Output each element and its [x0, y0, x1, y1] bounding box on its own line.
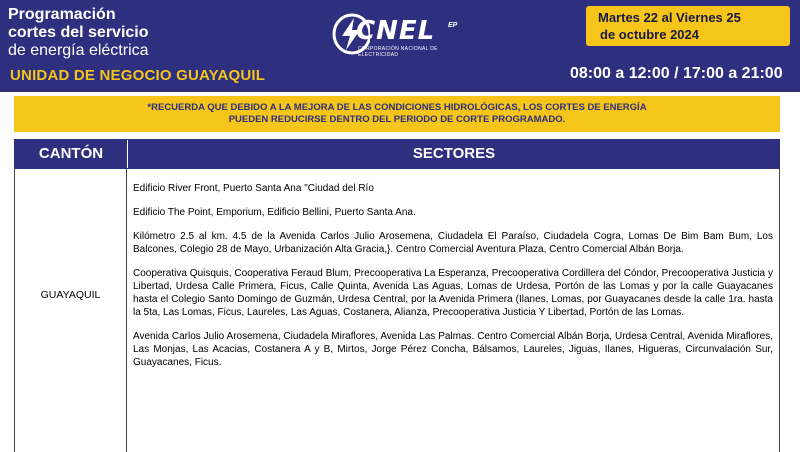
date-line-2: de octubre 2024: [600, 27, 699, 42]
title-line-2: cortes del servicio: [8, 24, 149, 41]
sector-paragraph: Edificio River Front, Puerto Santa Ana "Ciudad del Río: [133, 183, 374, 194]
cnel-logo: [330, 12, 470, 58]
sector-paragraph: Avenida Carlos Julio Arosemena, Ciudadela Miraflores, Avenida Las Palmas. Centro Comercial Albán Borja, Urdesa Central, Avenida Miraflores, Las Monjas, Las Acacias, Costanera A y B, Mirtos, Jorge Pérez Concha, Bálsamos, Laureles, Jiguas, Ilanes, Higueras, Circunvalación Sur, Guayacanes, Ficus.: [133, 331, 773, 368]
sectores-cell: [133, 182, 773, 380]
time-range: 08:00 a 12:00 / 17:00 a 21:00: [570, 65, 783, 82]
notice-line-1: *RECUERDA QUE DEBIDO A LA MEJORA DE LAS CONDICIONES HIDROLÓGICAS, LOS CORTES DE ENERGÍA: [147, 102, 647, 113]
sector-paragraph: Kilómetro 2.5 al km. 4.5 de la Avenida Carlos Julio Arosemena, Ciudadela El Paraíso, Ciudadela Cogra, Lomas De Bim Bam Bum, Los Balcones, Colegio 28 de Mayo, Urbanización Alta Gracia,}. Centro Comercial Aventura Plaza, Centro Comercial Albán Borja.: [133, 231, 773, 255]
date-line-1: Martes 22 al Viernes 25: [598, 10, 741, 25]
canton-cell: GUAYAQUIL: [40, 289, 101, 301]
table-header: [14, 139, 780, 169]
table-row: [14, 169, 780, 452]
sector-paragraph: Cooperativa Quisquis, Cooperativa Feraud Blum, Precooperativa La Esperanza, Precooperativa Cordillera del Cóndor, Precooperativa Justicia y Libertad, Urdesa Calle Primera, Ficus, Calle Quinta, Avenida Las Aguas, Lomas de Urdesa, Portón de las Lomas y por la calle Guayacanes hasta el Colegio Santo Domingo de Guzmán, Urdesa Central, por la Avenida Primera (Ilanes, Lomas, por Guayacanes desde la calle 1ra. hasta la 5ta, Las Lomas, Ficus, Laureles, Las Aguas, Costanera, Alianza, Precooperativa Justicia Y Libertad, Portón de las Lomas.: [133, 268, 773, 318]
notice-banner: [14, 96, 780, 132]
date-range-box: [586, 6, 790, 46]
column-divider: [126, 169, 127, 452]
header-banner: [0, 0, 800, 92]
header-sectores: SECTORES: [127, 140, 780, 168]
notice-line-2: PUEDEN REDUCIRSE DENTRO DEL PERIODO DE CORTE PROGRAMADO.: [228, 114, 566, 125]
title-line-1: Programación: [8, 6, 116, 23]
title-line-3: de energía eléctrica: [8, 42, 149, 59]
logo-wordmark: CNEL: [356, 16, 436, 46]
sector-paragraph: Edificio The Point, Emporium, Edificio Bellini, Puerto Santa Ana.: [133, 207, 416, 218]
business-unit: UNIDAD DE NEGOCIO GUAYAQUIL: [10, 67, 266, 84]
header-canton: CANTÓN: [38, 145, 104, 162]
logo-superscript: EP: [448, 22, 458, 29]
schedule-title: [8, 6, 149, 60]
logo-subtitle: CORPORACIÓN NACIONAL DE ELECTRICIDAD: [358, 46, 438, 58]
